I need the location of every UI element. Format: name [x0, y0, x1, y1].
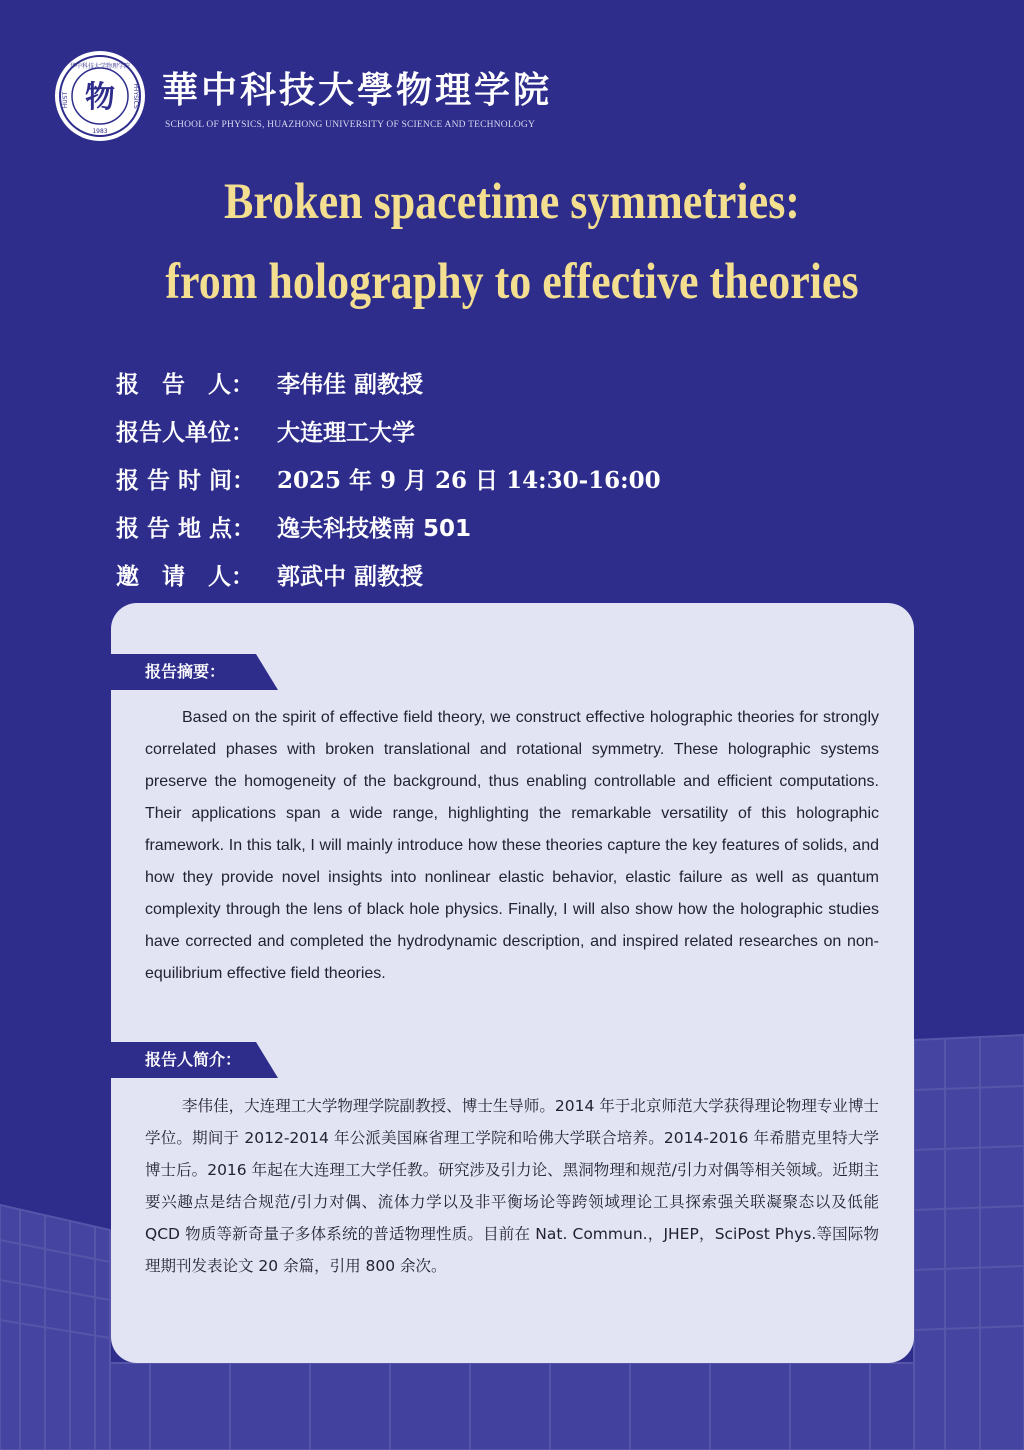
info-label: 报 告 地 点：	[116, 516, 256, 542]
logo-ring-text-left: HUST	[62, 91, 69, 109]
info-value: 2025 年 9 月 26 日 14:30-16:00	[277, 467, 661, 494]
info-label: 报 告 时 间：	[116, 468, 256, 494]
info-label: 报告人单位：	[116, 420, 254, 446]
university-logo	[54, 50, 146, 142]
abstract-label: 报告摘要：	[145, 662, 226, 681]
bio-section-tag	[111, 1042, 278, 1078]
talk-title-line-1: Broken spacetime symmetries:	[224, 173, 800, 230]
info-value: 郭武中 副教授	[277, 564, 424, 590]
info-label: 邀 请 人：	[116, 564, 254, 590]
talk-title-line-2: from holography to effective theories	[165, 253, 859, 310]
school-name-cn: 華中科技大學物理学院	[162, 69, 553, 111]
bio-label: 报告人简介：	[145, 1050, 242, 1069]
abstract-text: Based on the spirit of effective field theory, we construct effective holographic theories for strongly correlated phases with broken translational and rotational symmetry. These holographic systems preserve the homogeneity of the background, thus enabling controllable and efficient computations. Their applications span a wide range, highlighting the remarkable versatility of this holographic framework. In this talk, I will mainly introduce how these theories capture the key features of solids, and how they provide novel insights into nonlinear elastic behavior, elastic failure as well as quantum complexity through the lens of black hole physics. Finally, I will also show how the holographic studies have corrected and completed the hydrodynamic description, and inspired related researches on non-equilibrium effective field theories.	[145, 709, 879, 982]
school-name-en: SCHOOL OF PHYSICS, HUAZHONG UNIVERSITY OF SCIENCE AND TECHNOLOGY	[165, 120, 536, 130]
abstract-section-tag	[111, 654, 278, 690]
logo-ring-text-right: PHYSICS	[132, 83, 139, 109]
info-value: 大连理工大学	[277, 420, 415, 446]
logo-center-char: 物	[85, 80, 115, 115]
info-value: 李伟佳 副教授	[277, 372, 424, 398]
logo-year: 1983	[92, 128, 108, 135]
bio-text: 李伟佳，大连理工大学物理学院副教授、博士生导师。2014 年于北京师范大学获得理论物理专业博士学位。期间于 2012-2014 年公派美国麻省理工学院和哈佛大学联合培养。2014-2016 年希腊克里特大学博士后。2016 年起在大连理工大学任教。研究涉及引力论、黑洞物理和规范/引力对偶等相关领域。近期主要兴趣点是结合规范/引力对偶、流体力学以及非平衡场论等跨领域理论工具探索强关联凝聚态以及低能 QCD 物质等新奇量子多体系统的普适物理性质。目前在 Nat. Commun.，JHEP，SciPost Phys.等国际物理期刊发表论文 20 余篇，引用 800 余次。	[145, 1097, 879, 1275]
logo-ring-text-top: 华中科技大学物理学院	[69, 63, 131, 70]
info-value: 逸夫科技楼南 501	[277, 516, 472, 542]
info-label: 报 告 人：	[116, 372, 254, 398]
